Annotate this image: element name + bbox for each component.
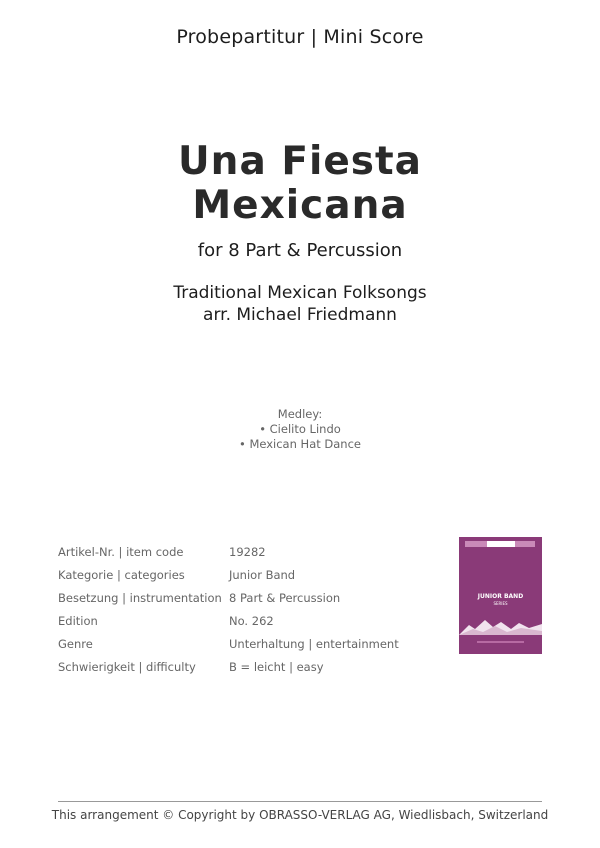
info-value: 8 Part & Percussion — [229, 590, 341, 605]
composer-line-2: arr. Michael Friedmann — [203, 305, 397, 325]
cover-series-label — [459, 593, 542, 607]
info-value: Unterhaltung | entertainment — [229, 636, 399, 651]
info-row — [58, 609, 418, 632]
footer-divider — [58, 801, 542, 802]
instrumentation-subtitle: for 8 Part & Percussion — [197, 240, 403, 261]
medley-item: • Cielito Lindo — [259, 422, 341, 436]
composer-line-1: Traditional Mexican Folksongs — [173, 283, 427, 303]
title-line-1: Una Fiesta — [178, 139, 422, 184]
copyright-footer: This arrangement © Copyright by OBRASSO-VERLAG AG, Wiedlisbach, Switzerland — [51, 808, 549, 822]
composer-block — [0, 282, 600, 326]
info-value: No. 262 — [229, 613, 274, 628]
info-row — [58, 632, 418, 655]
piece-title — [0, 140, 600, 228]
info-row — [58, 655, 418, 678]
medley-list — [0, 407, 600, 452]
info-row — [58, 540, 418, 563]
title-line-2: Mexicana — [192, 183, 408, 228]
info-row — [58, 586, 418, 609]
info-label: Edition — [58, 613, 98, 628]
info-value: B = leicht | easy — [229, 659, 324, 674]
info-label: Kategorie | categories — [58, 567, 185, 582]
info-label: Schwierigkeit | difficulty — [58, 659, 196, 674]
cover-series-sub: SERIES — [493, 601, 508, 606]
publisher-logo — [487, 541, 515, 547]
info-row — [58, 563, 418, 586]
info-label: Artikel-Nr. | item code — [58, 544, 184, 559]
medley-item: • Mexican Hat Dance — [239, 437, 361, 451]
mountain-icon — [459, 617, 542, 635]
score-type-header: Probepartitur | Mini Score — [176, 26, 424, 48]
cover-divider-line — [477, 641, 524, 643]
series-cover-image — [459, 537, 542, 654]
info-value: Junior Band — [229, 567, 296, 582]
cover-series-title: JUNIOR BAND — [477, 593, 524, 600]
medley-heading: Medley: — [277, 407, 323, 421]
info-label: Genre — [58, 636, 93, 651]
info-label: Besetzung | instrumentation — [58, 590, 222, 605]
info-value: 19282 — [229, 544, 266, 559]
info-table — [58, 540, 418, 678]
